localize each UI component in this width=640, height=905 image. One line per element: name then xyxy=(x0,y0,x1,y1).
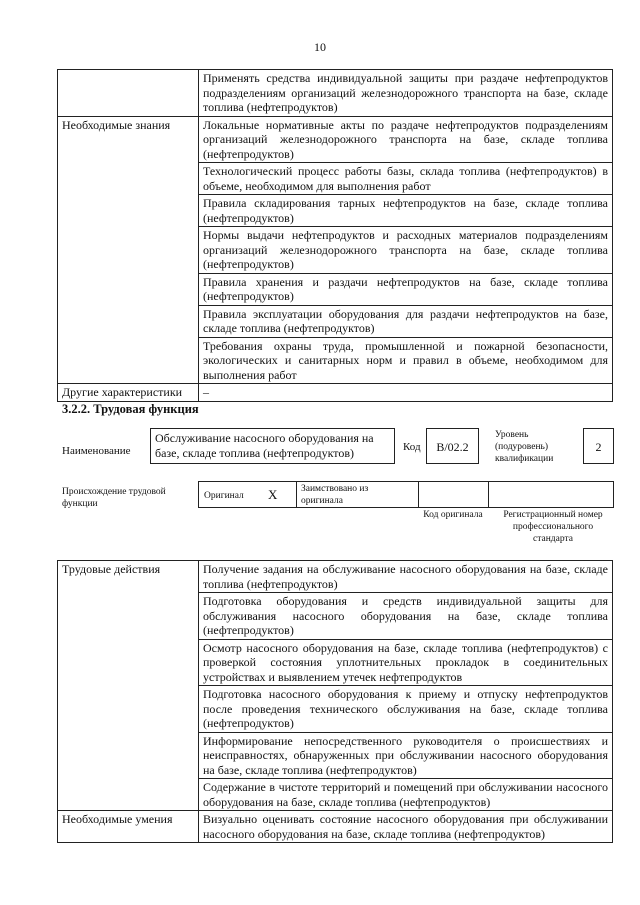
requirements-table-2 xyxy=(57,560,613,843)
row-item: Локальные нормативные акты по раздаче нефтепродуктов подразделениям организаций железнодорожного транспорта на базе, складе топлива (нефтепродуктов) xyxy=(199,116,613,163)
row-item: Технологический процесс работы базы, склада топлива (нефтепродуктов) в объеме, необходимом для выполнения работ xyxy=(199,163,613,195)
row-item: Нормы выдачи нефтепродуктов и расходных материалов подразделениям организаций железнодорожного транспорта на базе, складе топлива (нефтепродуктов) xyxy=(199,227,613,274)
origin-divider-2 xyxy=(418,481,420,508)
function-name-value: Обслуживание насосного оборудования на базе, складе топлива (нефтепродуктов) xyxy=(150,428,395,464)
table-row xyxy=(58,561,613,593)
origin-divider-1 xyxy=(296,481,298,508)
row-item: Подготовка оборудования и средств индивидуальной защиты для обслуживания насосного оборудования на базе, складе топлива (нефтепродуктов) xyxy=(199,593,613,640)
level-value: 2 xyxy=(583,428,614,464)
row-item: Правила складирования тарных нефтепродуктов на базе, складе топлива (нефтепродуктов) xyxy=(199,195,613,227)
level-label: Уровень (подуровень) квалификации xyxy=(495,430,554,464)
row-item: Содержание в чистоте территорий и помещений при обслуживании насосного оборудования на базе, складе топлива (нефтепродуктов) xyxy=(199,779,613,811)
row-item: Подготовка насосного оборудования к приему и отпуску нефтепродуктов после проведения технического обслуживания на базе, складе топлива (нефтепродуктов) xyxy=(199,686,613,733)
original-label: Оригинал xyxy=(204,491,244,501)
row-item: Осмотр насосного оборудования на базе, складе топлива (нефтепродуктов) с проверкой состояния уплотнительных прокладок в соединительных устройствах и выявлением утечек нефтепродуктов xyxy=(199,639,613,686)
original-mark: X xyxy=(268,487,278,502)
row-item: Информирование непосредственного руководителя о происшествиях и неисправностях, обнаруженных при обслуживании насосного оборудования на базе, складе топлива (нефтепродуктов) xyxy=(199,732,613,779)
reg-number-label: Регистрационный номер профессионального стандарта xyxy=(503,510,603,544)
row-item: Правила эксплуатации оборудования для раздачи нефтепродуктов на базе, складе топлива (нефтепродуктов) xyxy=(199,305,613,337)
row-heading: Необходимые умения xyxy=(58,811,199,843)
table-row xyxy=(58,384,613,402)
section-title: 3.2.2. Трудовая функция xyxy=(62,402,199,416)
page-number: 10 xyxy=(314,40,326,54)
row-heading: Другие характеристики xyxy=(58,384,199,402)
row-heading: Необходимые знания xyxy=(58,116,199,384)
table-row xyxy=(58,811,613,843)
table-row xyxy=(58,70,613,117)
row-heading xyxy=(58,70,199,117)
name-label: Наименование xyxy=(62,445,131,457)
row-item: Применять средства индивидуальной защиты при раздаче нефтепродуктов подразделениям организаций железнодорожного транспорта на базе, складе топлива (нефтепродуктов) xyxy=(199,70,613,117)
row-item: Правила хранения и раздачи нефтепродуктов на базе, складе топлива (нефтепродуктов) xyxy=(199,273,613,305)
row-item: Требования охраны труда, промышленной и пожарной безопасности, экологических и санитарных норм и правил в объеме, необходимом для выполнения работ xyxy=(199,337,613,384)
row-item: Визуально оценивать состояние насосного оборудования при обслуживании насосного оборудования на базе, складе топлива (нефтепродуктов) xyxy=(199,811,613,843)
requirements-table-1 xyxy=(57,69,613,402)
origin-divider-3 xyxy=(488,481,490,508)
row-item: – xyxy=(199,384,613,402)
table-row xyxy=(58,116,613,163)
row-item: Получение задания на обслуживание насосного оборудования на базе, складе топлива (нефтепродуктов) xyxy=(199,561,613,593)
borrowed-label: Заимствовано из оригинала xyxy=(301,484,369,506)
code-label: Код xyxy=(403,441,421,453)
code-value: B/02.2 xyxy=(426,428,479,464)
row-heading: Трудовые действия xyxy=(58,561,199,811)
code-original-label: Код оригинала xyxy=(423,510,483,520)
origin-label: Происхождение трудовой функции xyxy=(62,487,166,509)
